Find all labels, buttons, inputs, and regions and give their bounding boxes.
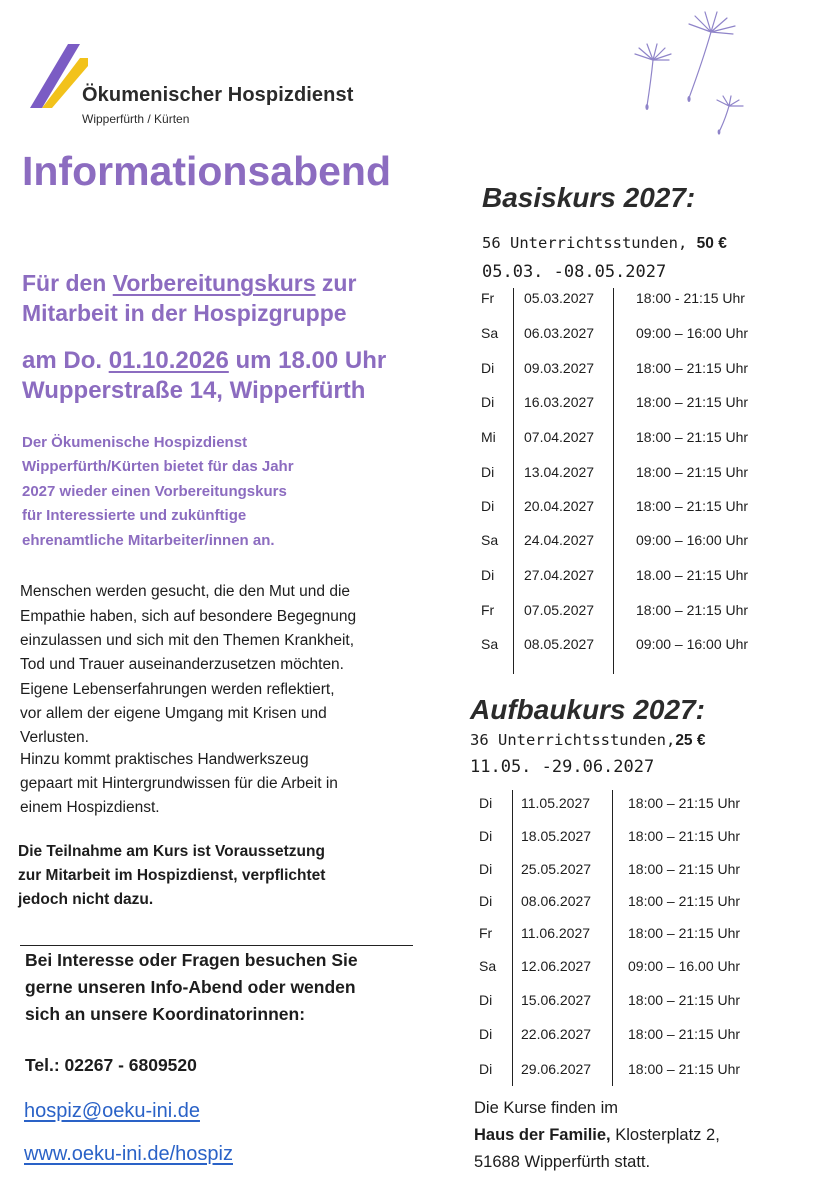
intro-text-line: Wipperfürth/Kürten bietet für das Jahr bbox=[22, 458, 294, 475]
logo-name: Ökumenischer Hospizdienst bbox=[82, 84, 354, 106]
schedule-row bbox=[0, 795, 817, 815]
schedule-row bbox=[0, 290, 817, 310]
divider bbox=[20, 945, 413, 946]
schedule-day: Fr bbox=[479, 925, 493, 941]
footer-line: 51688 Wipperfürth statt. bbox=[474, 1153, 651, 1171]
body-text-line: Verlusten. bbox=[20, 729, 89, 746]
aufbaukurs-date-range: 11.05. -29.06.2027 bbox=[470, 757, 655, 777]
table-column-divider bbox=[613, 288, 614, 674]
schedule-day: Di bbox=[479, 1061, 493, 1077]
basiskurs-hours-text: 56 Unterrichtsstunden, bbox=[482, 234, 697, 252]
basiskurs-hours bbox=[482, 234, 727, 253]
schedule-day: Sa bbox=[481, 636, 499, 652]
schedule-day: Di bbox=[479, 795, 493, 811]
schedule-date: 15.06.2027 bbox=[521, 992, 592, 1008]
schedule-row bbox=[0, 828, 817, 848]
intro-text-line: für Interessierte und zukünftige bbox=[22, 507, 247, 524]
schedule-day: Di bbox=[479, 861, 493, 877]
schedule-row bbox=[0, 1026, 817, 1046]
schedule-time: 18:00 – 21:15 Uhr bbox=[628, 861, 741, 877]
schedule-date: 09.03.2027 bbox=[524, 360, 595, 376]
schedule-row bbox=[0, 602, 817, 622]
schedule-date: 22.06.2027 bbox=[521, 1026, 592, 1042]
schedule-date: 25.05.2027 bbox=[521, 861, 592, 877]
note-text-line: jedoch nicht dazu. bbox=[18, 891, 154, 908]
body-text-line: Eigene Lebenserfahrungen werden reflektiert, bbox=[20, 681, 335, 698]
schedule-row bbox=[0, 464, 817, 484]
schedule-day: Di bbox=[479, 828, 493, 844]
schedule-date: 12.06.2027 bbox=[521, 958, 592, 974]
body-text-line: einzulassen und sich mit den Themen Krankheit, bbox=[20, 632, 355, 649]
schedule-date: 07.05.2027 bbox=[524, 602, 595, 618]
schedule-row bbox=[0, 992, 817, 1012]
schedule-row bbox=[0, 498, 817, 518]
website-link[interactable]: www.oeku-ini.de/hospiz bbox=[24, 1143, 233, 1165]
schedule-row bbox=[0, 958, 817, 978]
footer-street: Klosterplatz 2, bbox=[610, 1126, 720, 1144]
schedule-row bbox=[0, 925, 817, 945]
schedule-day: Sa bbox=[479, 958, 497, 974]
logo-mark-icon bbox=[30, 44, 88, 108]
schedule-day: Di bbox=[479, 893, 493, 909]
note-text-line: zur Mitarbeit im Hospizdienst, verpflichtet bbox=[18, 867, 326, 884]
aufbaukurs-title: Aufbaukurs 2027: bbox=[470, 694, 705, 725]
schedule-date: 05.03.2027 bbox=[524, 290, 595, 306]
footer-venue: Haus der Familie, bbox=[474, 1126, 611, 1144]
schedule-day: Di bbox=[481, 567, 495, 583]
page-title: Informationsabend bbox=[22, 148, 392, 194]
course-line-2: Mitarbeit in der Hospizgruppe bbox=[22, 300, 347, 326]
body-text-line: Menschen werden gesucht, die den Mut und die bbox=[20, 583, 351, 600]
schedule-row bbox=[0, 429, 817, 449]
schedule-date: 08.06.2027 bbox=[521, 893, 592, 909]
schedule-day: Di bbox=[481, 498, 495, 514]
schedule-time: 09:00 – 16.00 Uhr bbox=[628, 958, 741, 974]
schedule-time: 09:00 – 16:00 Uhr bbox=[636, 532, 749, 548]
schedule-row bbox=[0, 325, 817, 345]
aufbaukurs-hours bbox=[470, 731, 705, 750]
schedule-time: 18:00 – 21:15 Uhr bbox=[636, 360, 749, 376]
event-date: 01.10.2026 bbox=[108, 347, 229, 374]
schedule-row bbox=[0, 893, 817, 913]
schedule-row bbox=[0, 360, 817, 380]
schedule-time: 18:00 – 21:15 Uhr bbox=[628, 1026, 741, 1042]
course-name-underlined: Vorbereitungskurs bbox=[112, 270, 316, 296]
schedule-day: Fr bbox=[481, 602, 495, 618]
body-text-line: Tod und Trauer auseinanderzusetzen möchten. bbox=[20, 656, 344, 673]
schedule-time: 18:00 – 21:15 Uhr bbox=[636, 602, 749, 618]
schedule-date: 13.04.2027 bbox=[524, 464, 595, 480]
event-address: Wupperstraße 14, Wipperfürth bbox=[22, 377, 366, 404]
course-line-1-post: zur bbox=[315, 270, 357, 296]
aufbaukurs-price: 25 € bbox=[675, 732, 706, 749]
schedule-day: Di bbox=[481, 360, 495, 376]
schedule-date: 06.03.2027 bbox=[524, 325, 595, 341]
phone-number: Tel.: 02267 - 6809520 bbox=[25, 1055, 197, 1075]
schedule-row bbox=[0, 861, 817, 881]
body-text-line: vor allem der eigene Umgang mit Krisen und bbox=[20, 705, 327, 722]
schedule-time: 18:00 – 21:15 Uhr bbox=[636, 464, 749, 480]
schedule-row bbox=[0, 636, 817, 656]
footer-line bbox=[474, 1126, 720, 1145]
footer-line: Die Kurse finden im bbox=[474, 1099, 618, 1117]
schedule-date: 27.04.2027 bbox=[524, 567, 595, 583]
schedule-time: 18:00 – 21:15 Uhr bbox=[636, 394, 749, 410]
schedule-day: Mi bbox=[481, 429, 496, 445]
event-date-pre: am Do. bbox=[22, 347, 109, 374]
schedule-time: 18:00 - 21:15 Uhr bbox=[636, 290, 745, 306]
contact-text-line: Bei Interesse oder Fragen besuchen Sie bbox=[25, 950, 358, 970]
schedule-day: Fr bbox=[481, 290, 495, 306]
schedule-time: 18.00 – 21:15 Uhr bbox=[636, 567, 749, 583]
schedule-day: Di bbox=[479, 1026, 493, 1042]
table-column-divider bbox=[612, 790, 613, 1086]
schedule-time: 18:00 – 21:15 Uhr bbox=[628, 795, 741, 811]
schedule-row bbox=[0, 394, 817, 414]
schedule-day: Di bbox=[479, 992, 493, 1008]
schedule-date: 11.05.2027 bbox=[521, 795, 591, 811]
schedule-row bbox=[0, 532, 817, 552]
schedule-row bbox=[0, 567, 817, 587]
body-text-line: Empathie haben, sich auf besondere Begegnung bbox=[20, 608, 357, 625]
email-link[interactable]: hospiz@oeku-ini.de bbox=[24, 1100, 200, 1122]
schedule-time: 09:00 – 16:00 Uhr bbox=[636, 325, 749, 341]
note-text-line: Die Teilnahme am Kurs ist Voraussetzung bbox=[18, 843, 325, 860]
schedule-time: 18:00 – 21:15 Uhr bbox=[636, 429, 749, 445]
course-line-1-pre: Für den bbox=[22, 270, 113, 296]
schedule-date: 18.05.2027 bbox=[521, 828, 592, 844]
intro-text-line: 2027 wieder einen Vorbereitungskurs bbox=[22, 483, 287, 500]
basiskurs-price: 50 € bbox=[696, 235, 727, 252]
schedule-time: 18:00 – 21:15 Uhr bbox=[628, 893, 741, 909]
contact-text-line: sich an unsere Koordinatorinnen: bbox=[25, 1004, 306, 1024]
schedule-day: Di bbox=[481, 464, 495, 480]
event-time: um 18.00 Uhr bbox=[228, 347, 387, 374]
schedule-date: 11.06.2027 bbox=[521, 925, 591, 941]
schedule-date: 08.05.2027 bbox=[524, 636, 595, 652]
schedule-date: 20.04.2027 bbox=[524, 498, 595, 514]
dandelion-icon bbox=[625, 10, 755, 135]
schedule-row bbox=[0, 1061, 817, 1081]
schedule-date: 07.04.2027 bbox=[524, 429, 595, 445]
contact-text-line: gerne unseren Info-Abend oder wenden bbox=[25, 977, 356, 997]
logo-subtitle: Wipperfürth / Kürten bbox=[82, 112, 190, 126]
table-column-divider bbox=[513, 288, 514, 674]
basiskurs-title: Basiskurs 2027: bbox=[482, 182, 696, 213]
schedule-day: Sa bbox=[481, 325, 499, 341]
schedule-day: Sa bbox=[481, 532, 499, 548]
schedule-date: 24.04.2027 bbox=[524, 532, 595, 548]
body-text-line: einem Hospizdienst. bbox=[20, 799, 160, 816]
schedule-time: 18:00 – 21:15 Uhr bbox=[628, 828, 741, 844]
body-text-line: gepaart mit Hintergrundwissen für die Arbeit in bbox=[20, 775, 338, 792]
schedule-date: 16.03.2027 bbox=[524, 394, 595, 410]
schedule-time: 18:00 – 21:15 Uhr bbox=[628, 925, 741, 941]
schedule-time: 18:00 – 21:15 Uhr bbox=[636, 498, 749, 514]
aufbaukurs-hours-text: 36 Unterrichtsstunden, bbox=[470, 731, 676, 749]
schedule-time: 18:00 – 21:15 Uhr bbox=[628, 992, 741, 1008]
body-text-line: Hinzu kommt praktisches Handwerkszeug bbox=[20, 751, 309, 768]
schedule-day: Di bbox=[481, 394, 495, 410]
intro-text-line: ehrenamtliche Mitarbeiter/innen an. bbox=[22, 532, 275, 549]
schedule-time: 18:00 – 21:15 Uhr bbox=[628, 1061, 741, 1077]
table-column-divider bbox=[512, 790, 513, 1086]
basiskurs-date-range: 05.03. -08.05.2027 bbox=[482, 262, 667, 282]
intro-text-line: Der Ökumenische Hospizdienst bbox=[22, 434, 248, 451]
schedule-time: 09:00 – 16:00 Uhr bbox=[636, 636, 749, 652]
schedule-date: 29.06.2027 bbox=[521, 1061, 592, 1077]
